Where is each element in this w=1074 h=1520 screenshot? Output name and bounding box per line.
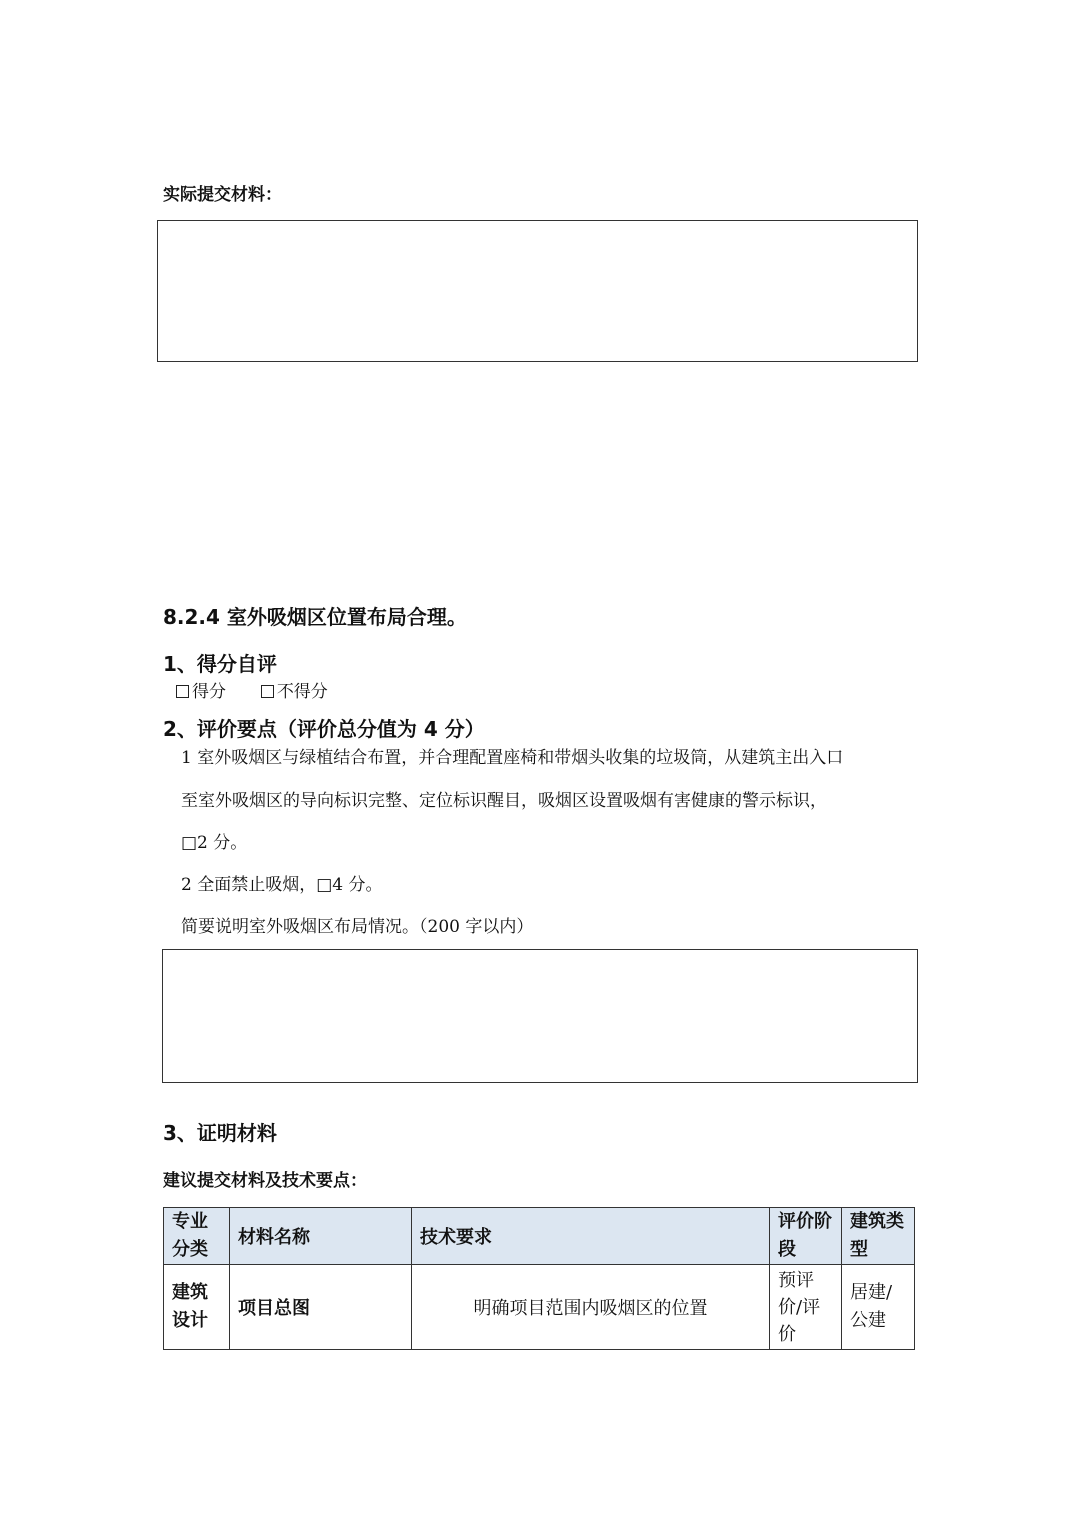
table-header-row: [164, 1208, 915, 1265]
section-heading: 8.2.4 室外吸烟区位置布局合理。: [163, 605, 467, 629]
header-requirement: 技术要求: [412, 1208, 770, 1265]
row-type: 居建/公建: [842, 1265, 915, 1350]
submitted-materials-box[interactable]: [157, 220, 918, 362]
score-option[interactable]: [176, 682, 231, 702]
header-name: 材料名称: [230, 1208, 412, 1265]
row-stage: 预评价/评价: [770, 1265, 842, 1350]
suggest-materials-label: 建议提交材料及技术要点：: [163, 1171, 367, 1191]
header-category: 专业分类: [164, 1208, 230, 1265]
submitted-materials-label: 实际提交材料：: [163, 185, 282, 205]
row-name: 项目总图: [230, 1265, 412, 1350]
eval-item1-line2: 至室外吸烟区的导向标识完整、定位标识醒目，吸烟区设置吸烟有害健康的警示标识，: [181, 791, 827, 811]
eval-item1-line1: 1 室外吸烟区与绿植结合布置，并合理配置座椅和带烟头收集的垃圾筒，从建筑主出入口: [181, 748, 844, 768]
eval-item1-line3: □2 分。: [181, 833, 248, 853]
self-eval-title: 1、得分自评: [163, 652, 277, 676]
header-type: 建筑类型: [842, 1208, 915, 1265]
self-eval-options: [176, 684, 328, 701]
brief-instruction: 简要说明室外吸烟区布局情况。（200 字以内）: [181, 917, 534, 937]
materials-table: [163, 1207, 915, 1350]
no-score-option-label: 不得分: [276, 682, 328, 702]
table-row: [164, 1265, 915, 1350]
proof-title: 3、证明材料: [163, 1121, 277, 1145]
score-option-label: 得分: [192, 682, 226, 702]
eval-item2: 2 全面禁止吸烟，□4 分。: [181, 875, 383, 895]
row-category: 建筑设计: [164, 1265, 230, 1350]
brief-description-box[interactable]: [162, 949, 918, 1083]
header-stage: 评价阶段: [770, 1208, 842, 1265]
no-score-checkbox[interactable]: [261, 685, 274, 698]
no-score-option[interactable]: [261, 682, 328, 702]
score-checkbox[interactable]: [176, 685, 189, 698]
eval-points-title: 2、评价要点（评价总分值为 4 分）: [163, 717, 485, 741]
row-requirement: 明确项目范围内吸烟区的位置: [412, 1265, 770, 1350]
